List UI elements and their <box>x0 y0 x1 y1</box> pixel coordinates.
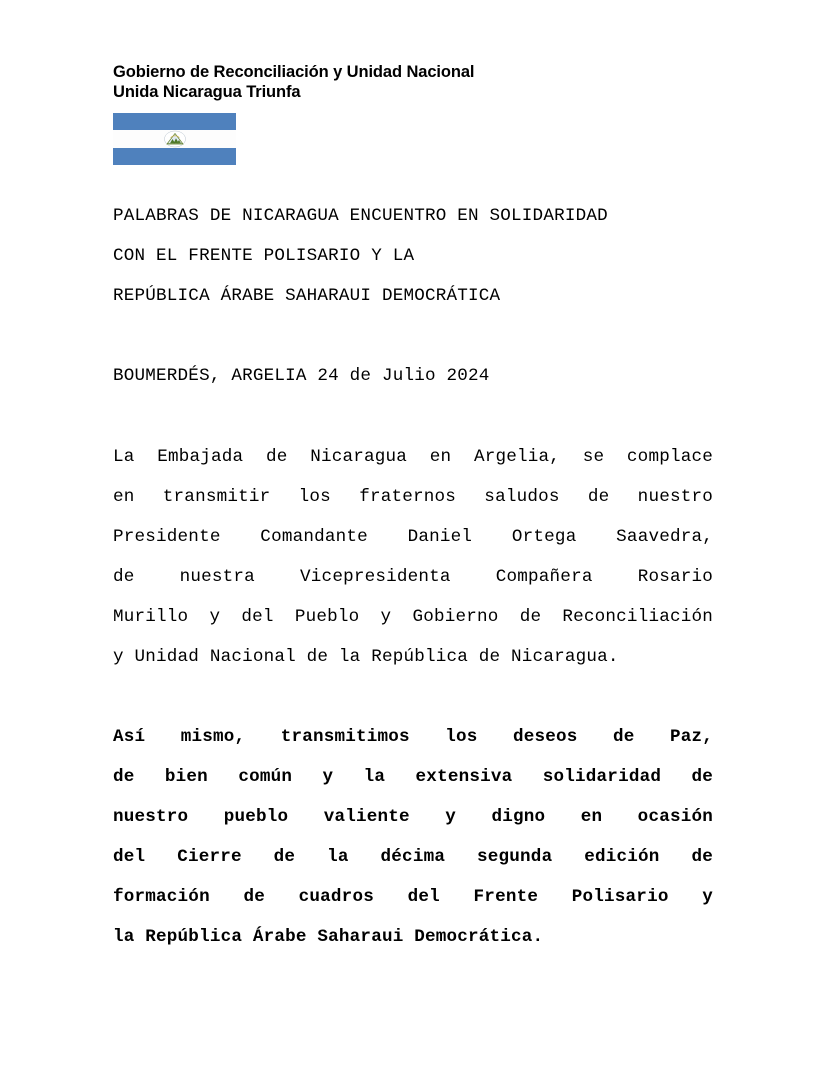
paragraph-2-line-3: nuestro pueblo valiente y digno en ocasión <box>113 807 713 827</box>
title-line-1: PALABRAS DE NICARAGUA ENCUENTRO EN SOLIDARIDAD <box>113 206 608 226</box>
paragraph-1-line-4: de nuestra Vicepresidenta Compañera Rosario <box>113 567 713 587</box>
flag-band-middle-white <box>113 130 236 147</box>
document-body <box>113 196 713 957</box>
flag-band-top-blue <box>113 113 236 130</box>
paragraph-1-line-2: en transmitir los fraternos saludos de nuestro <box>113 487 713 507</box>
paragraph-2-line-4: del Cierre de la décima segunda edición de <box>113 847 713 867</box>
letterhead-line-1: Gobierno de Reconciliación y Unidad Nacional <box>113 63 475 81</box>
title-line-2: CON EL FRENTE POLISARIO Y LA <box>113 246 415 266</box>
paragraph-1 <box>113 437 713 677</box>
title-line-3: REPÚBLICA ÁRABE SAHARAUI DEMOCRÁTICA <box>113 286 501 306</box>
paragraph-2-line-2: de bien común y la extensiva solidaridad de <box>113 767 713 787</box>
document-title <box>113 196 713 316</box>
paragraph-2 <box>113 717 713 957</box>
paragraph-1-line-3: Presidente Comandante Daniel Ortega Saavedra, <box>113 527 713 547</box>
paragraph-1-line-6: y Unidad Nacional de la República de Nicaragua. <box>113 647 619 667</box>
paragraph-2-line-6: la República Árabe Saharaui Democrática. <box>113 927 544 947</box>
paragraph-2-line-1: Así mismo, transmitimos los deseos de Paz, <box>113 727 713 747</box>
paragraph-1-line-1: La Embajada de Nicaragua en Argelia, se complace <box>113 447 713 467</box>
paragraph-1-line-5: Murillo y del Pueblo y Gobierno de Reconciliación <box>113 607 713 627</box>
letterhead-line-2: Unida Nicaragua Triunfa <box>113 83 301 101</box>
dateline-text: BOUMERDÉS, ARGELIA 24 de Julio 2024 <box>113 366 490 386</box>
nicaragua-flag <box>113 113 236 165</box>
flag-band-bottom-blue <box>113 148 236 165</box>
nicaragua-coat-of-arms-icon <box>164 130 186 147</box>
dateline <box>113 356 713 396</box>
letterhead <box>113 62 753 102</box>
paragraph-2-line-5: formación de cuadros del Frente Polisario y <box>113 887 713 907</box>
